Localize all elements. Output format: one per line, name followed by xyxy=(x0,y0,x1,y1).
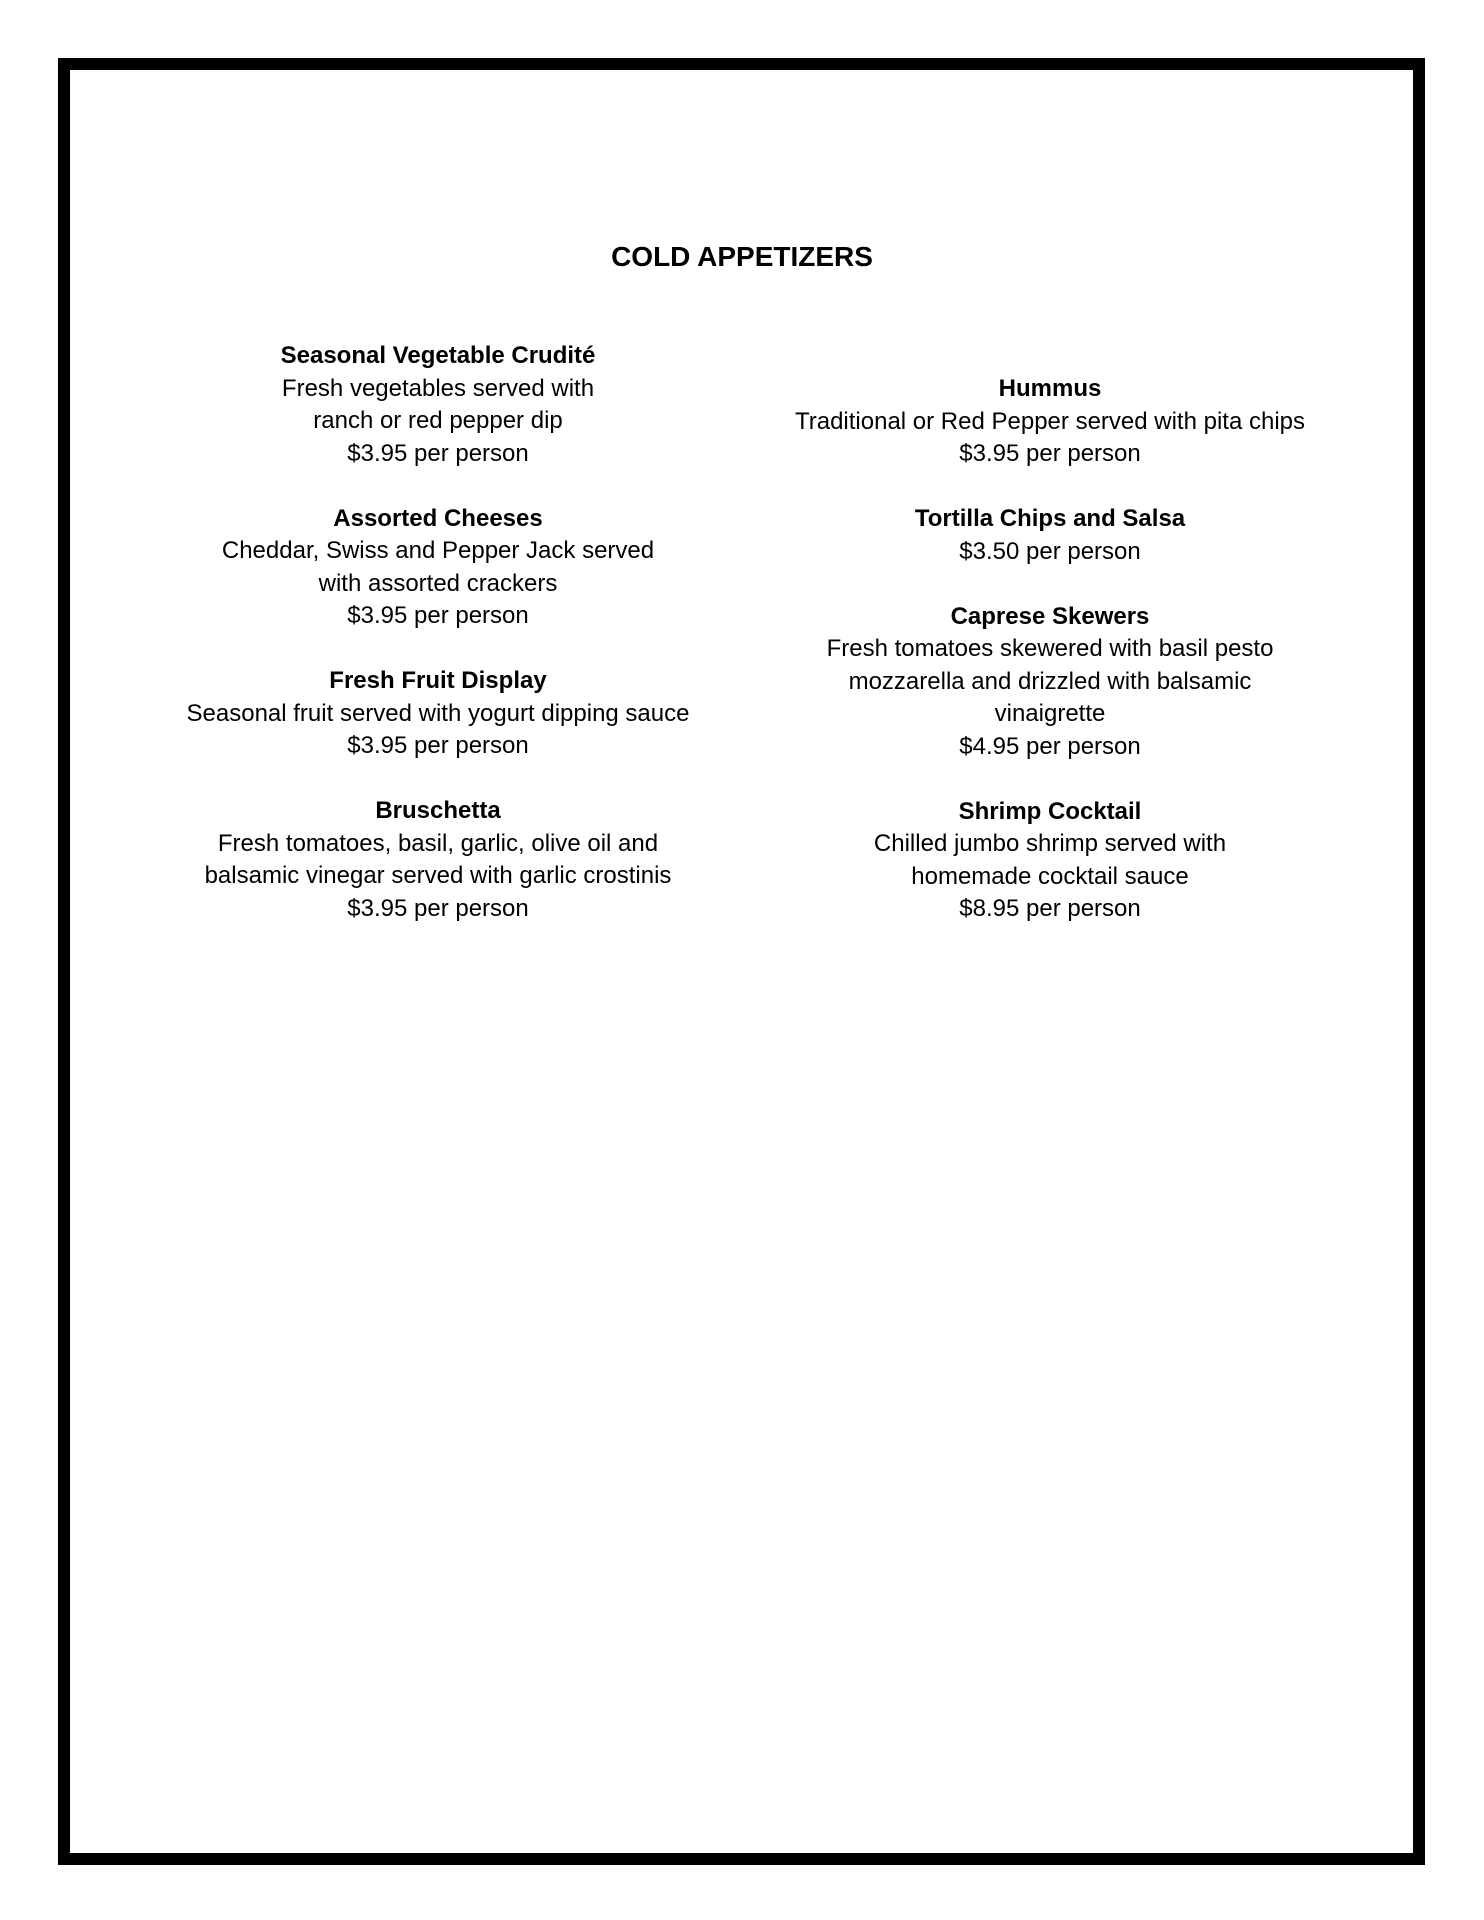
menu-item-description: Traditional or Red Pepper served with pita chips xyxy=(794,407,1306,435)
menu-item-name: Shrimp Cocktail xyxy=(958,797,1142,825)
menu-item-price: $3.95 per person xyxy=(347,732,529,759)
menu-item-description: mozzarella and drizzled with balsamic xyxy=(848,667,1252,695)
menu-item xyxy=(133,665,743,763)
menu-item-price: $8.95 per person xyxy=(959,895,1141,922)
menu-item-description: balsamic vinegar served with garlic crostinis xyxy=(204,862,672,889)
page-border-frame xyxy=(58,58,1425,1865)
menu-item xyxy=(745,796,1355,926)
menu-item-description: with assorted crackers xyxy=(318,569,558,597)
menu-item-description: Fresh tomatoes skewered with basil pesto xyxy=(826,635,1274,662)
menu-item xyxy=(133,503,743,633)
menu-item-description: vinaigrette xyxy=(994,700,1106,727)
menu-item-price: $3.95 per person xyxy=(959,440,1141,467)
menu-item-price: $3.50 per person xyxy=(959,537,1141,565)
menu-item-price: $3.95 per person xyxy=(347,439,529,467)
menu-item-name: Caprese Skewers xyxy=(950,602,1150,630)
menu-section-title: COLD APPETIZERS xyxy=(611,241,873,272)
menu-item-name: Hummus xyxy=(998,375,1102,402)
menu-item xyxy=(133,795,743,925)
menu-item xyxy=(745,503,1355,568)
menu-item-name: Tortilla Chips and Salsa xyxy=(914,505,1186,532)
menu-item-name: Assorted Cheeses xyxy=(333,504,543,532)
menu-item-description: Fresh tomatoes, basil, garlic, olive oil and xyxy=(217,829,659,857)
menu-item-description: Chilled jumbo shrimp served with xyxy=(873,830,1227,857)
menu-item xyxy=(745,373,1355,471)
menu-item-name: Seasonal Vegetable Crudité xyxy=(280,342,596,369)
menu-item-description: ranch or red pepper dip xyxy=(313,407,563,434)
menu-item-name: Bruschetta xyxy=(375,797,501,824)
menu-item-name: Fresh Fruit Display xyxy=(329,667,547,694)
menu-item-description: Seasonal fruit served with yogurt dipping sauce xyxy=(186,699,690,727)
right-column xyxy=(745,373,1355,958)
menu-item-price: $3.95 per person xyxy=(347,894,529,922)
menu-item-description: homemade cocktail sauce xyxy=(911,862,1189,890)
menu-item xyxy=(745,601,1355,764)
menu-item-description: Fresh vegetables served with xyxy=(281,374,595,402)
menu-item-price: $3.95 per person xyxy=(347,602,529,629)
menu-item-description: Cheddar, Swiss and Pepper Jack served xyxy=(221,537,655,564)
menu-item xyxy=(133,340,743,470)
menu-item-price: $4.95 per person xyxy=(959,732,1141,760)
left-column xyxy=(133,340,743,958)
